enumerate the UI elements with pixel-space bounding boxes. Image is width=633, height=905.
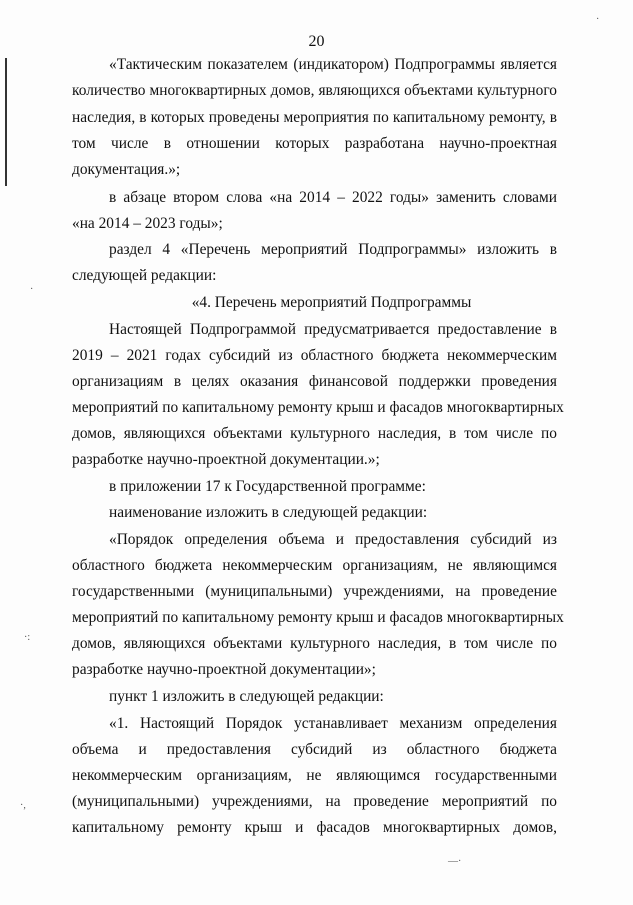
- text-line: Настоящей Подпрограммой предусматривается предоставление в: [109, 321, 557, 338]
- text-line: мероприятий по капитальному ремонту крыш и фасадов многоквартирных: [72, 399, 564, 416]
- text-line: наименование изложить в следующей редакции:: [109, 504, 428, 521]
- scan-speck: ·: [30, 284, 34, 295]
- text-line: домов, являющихся объектами культурного наследия, в том числе по: [72, 635, 557, 652]
- scan-speck: ·,: [20, 800, 26, 811]
- text-line: 2019 – 2021 годах субсидий из областного бюджета некоммерческим: [72, 347, 557, 364]
- text-line: документация.»;: [72, 161, 181, 178]
- section-heading: «4. Перечень мероприятий Подпрограммы: [191, 294, 472, 311]
- scan-margin-mark: [5, 58, 7, 186]
- text-line: (муниципальными) учреждениями, на проведение мероприятий по: [72, 793, 557, 810]
- text-line: мероприятий по капитальному ремонту крыш и фасадов многоквартирных: [72, 609, 564, 626]
- text-line: «Тактическим показателем (индикатором) Подпрограммы является: [109, 56, 557, 73]
- text-line: следующей редакции:: [72, 267, 217, 284]
- scan-speck: ·:: [24, 632, 31, 643]
- text-line: областного бюджета некоммерческим организациям, не являющимся: [72, 557, 557, 574]
- text-line: капитальному ремонту крыш и фасадов многоквартирных домов,: [72, 819, 557, 836]
- text-line: в абзаце втором слова «на 2014 – 2022 годы» заменить словами: [109, 189, 557, 206]
- text-line: «на 2014 – 2023 годы»;: [72, 215, 223, 232]
- text-line: объема и предоставления субсидий из областного бюджета: [72, 741, 557, 758]
- text-line: организациям в целях оказания финансовой поддержки проведения: [72, 373, 557, 390]
- text-line: в приложении 17 к Государственной программе:: [109, 478, 426, 495]
- text-line: «Порядок определения объема и предоставления субсидий из: [109, 531, 557, 548]
- page-number: 20: [308, 33, 325, 50]
- scan-speck: —·: [448, 856, 462, 867]
- text-line: домов, являющихся объектами культурного наследия, в том числе по: [72, 425, 557, 442]
- text-line: разработке научно-проектной документации»;: [72, 661, 376, 678]
- text-line: наследия, в которых проведены мероприятия по капитальному ремонту, в: [72, 109, 557, 126]
- text-line: «1. Настоящий Порядок устанавливает механизм определения: [109, 715, 557, 732]
- text-line: государственными (муниципальными) учреждениями, на проведение: [72, 583, 557, 600]
- text-line: количество многоквартирных домов, являющихся объектами культурного: [72, 82, 557, 99]
- scan-speck: ·: [596, 14, 600, 25]
- text-line: раздел 4 «Перечень мероприятий Подпрограммы» изложить в: [109, 241, 557, 258]
- text-line: некоммерческим организациям, не являющимся государственными: [72, 767, 557, 784]
- text-line: том числе в отношении которых разработана научно-проектная: [72, 135, 557, 152]
- text-line: пункт 1 изложить в следующей редакции:: [109, 688, 384, 705]
- text-line: разработке научно-проектной документации.»;: [72, 451, 380, 468]
